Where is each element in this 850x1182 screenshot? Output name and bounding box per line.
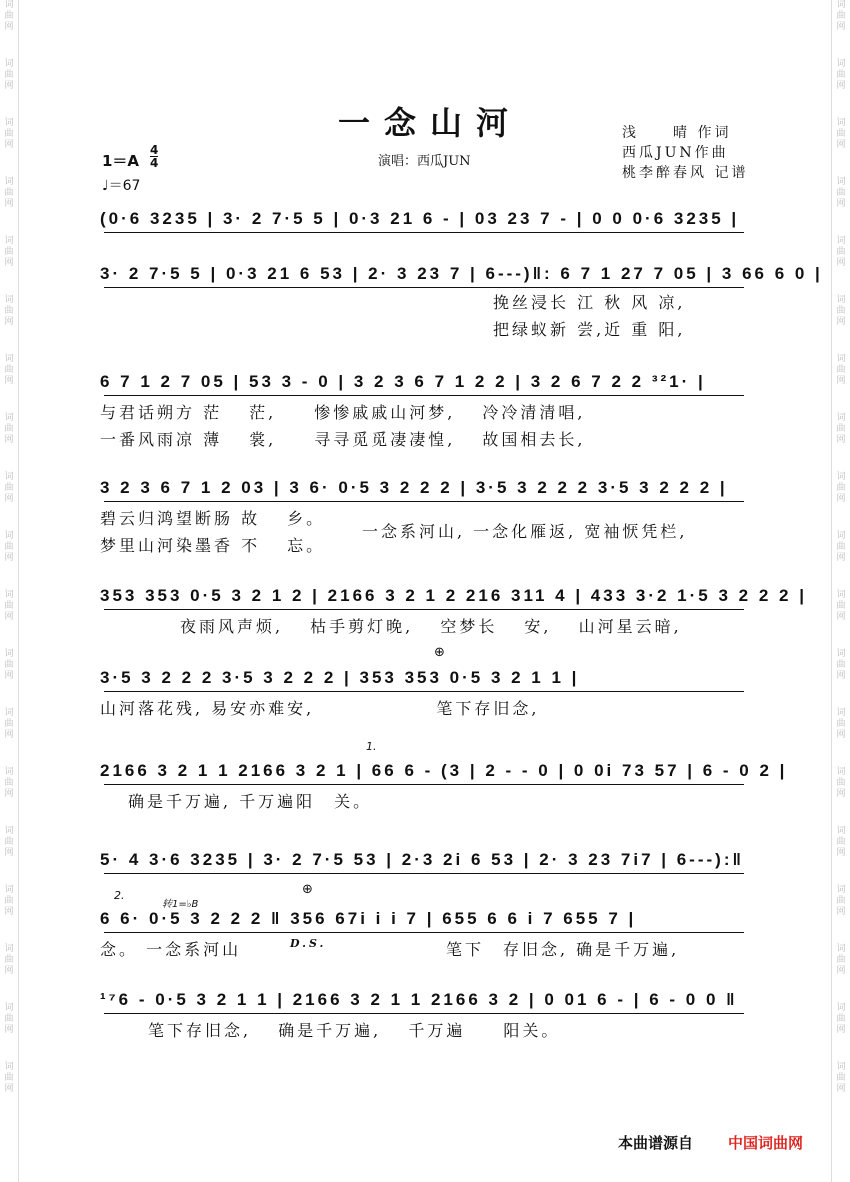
watermark-text: 词 曲 网 xyxy=(4,1062,14,1094)
watermark-text: 词 曲 网 xyxy=(4,885,14,917)
notation-row xyxy=(100,205,752,235)
watermark-text: 词 曲 网 xyxy=(4,649,14,681)
notation-row xyxy=(100,757,788,787)
watermark-text: 词 曲 网 xyxy=(4,413,14,445)
watermark-text: 词 曲 网 xyxy=(836,295,846,327)
beam-line xyxy=(104,932,744,933)
footer-site-link[interactable]: 中国词曲网 xyxy=(728,1134,804,1152)
watermark-text: 词 曲 网 xyxy=(836,590,846,622)
song-title: 一念山河 xyxy=(337,104,522,142)
volta-1-mark: 1. xyxy=(366,740,377,753)
watermark-text: 词 曲 网 xyxy=(836,767,846,799)
notation-text: 2166 3 2 1 1 2166 3 2 1 | 66 6 - (3 | 2 - - 0 | 0 0i 73 57 | 6 - 0 2 | xyxy=(100,761,788,780)
watermark-text: 词 曲 网 xyxy=(836,1003,846,1035)
lyric-line: 挽丝浸长 江 秋 风 凉, xyxy=(493,293,686,312)
volta-2-mark: 2. xyxy=(114,889,125,902)
composer-credit: 西瓜JUN作曲 xyxy=(622,145,729,161)
notation-text: 6 6· 0·5 3 2 2 2 ‖ 356 67i i i 7 | 655 6 6 i 7 655 7 | xyxy=(100,909,637,928)
watermark-text: 词 曲 网 xyxy=(4,354,14,386)
lyric-line: 一番风雨凉 薄 裳, 寻寻觅觅凄凄惶, 故国相去长, xyxy=(100,430,586,449)
watermark-left xyxy=(2,0,16,1182)
coda-mark-2: ⊕ xyxy=(302,882,313,897)
lyric-line: 一念系河山, 一念化雁返, 宽袖恹凭栏, xyxy=(362,522,688,541)
watermark-text: 词 曲 网 xyxy=(4,1003,14,1035)
modulation-mark: 转1=♭B xyxy=(162,899,199,910)
watermark-text: 词 曲 网 xyxy=(836,826,846,858)
watermark-text: 词 曲 网 xyxy=(836,944,846,976)
beam-line xyxy=(104,395,744,396)
watermark-text: 词 曲 网 xyxy=(4,177,14,209)
watermark-text: 词 曲 网 xyxy=(836,236,846,268)
watermark-text: 词 曲 网 xyxy=(4,590,14,622)
right-edge-rule xyxy=(831,0,832,1182)
singer-credit: 演唱：西瓜JUN xyxy=(378,154,471,169)
watermark-text: 词 曲 网 xyxy=(836,885,846,917)
notation-text: 6 7 1 2 7 05 | 53 3 - 0 | 3 2 3 6 7 1 2 2 | 3 2 6 7 2 2 ³²1· | xyxy=(100,372,706,391)
notation-text: ¹⁷6 - 0·5 3 2 1 1 | 2166 3 2 1 1 2166 3 2 | 0 01 6 - | 6 - 0 0 ‖ xyxy=(100,990,738,1009)
watermark-text: 词 曲 网 xyxy=(836,59,846,91)
notation-row xyxy=(100,260,823,290)
lyric-line: 笔下存旧念, 确是千万遍, 千万遍 阳关。 xyxy=(148,1021,561,1040)
watermark-right xyxy=(834,0,848,1182)
beam-line xyxy=(104,501,744,502)
beam-line xyxy=(104,609,744,610)
lyric-line: 念。 一念系河山 xyxy=(100,940,242,959)
watermark-text: 词 曲 网 xyxy=(4,472,14,504)
watermark-text: 词 曲 网 xyxy=(4,295,14,327)
transcriber-credit: 桃李醉春风 记谱 xyxy=(622,165,749,181)
beam-line xyxy=(104,784,744,785)
watermark-text: 词 曲 网 xyxy=(836,354,846,386)
beam-line xyxy=(104,691,744,692)
watermark-text: 词 曲 网 xyxy=(836,708,846,740)
lyric-line: 笔下 存旧念, 确是千万遍, xyxy=(446,940,680,959)
beam-line xyxy=(104,287,744,288)
watermark-text: 词 曲 网 xyxy=(836,1062,846,1094)
notation-text: (0·6 3235 | 3· 2 7·5 5 | 0·3 21 6 - | 03 23 7 - | 0 0 0·6 3235 | xyxy=(100,209,740,228)
watermark-text: 词 曲 网 xyxy=(4,59,14,91)
lyric-line: 夜雨风声烦, 枯手剪灯晚, 空梦长 安, 山河星云暗, xyxy=(180,617,682,636)
watermark-text: 词 曲 网 xyxy=(836,413,846,445)
watermark-text: 词 曲 网 xyxy=(836,0,846,32)
watermark-text: 词 曲 网 xyxy=(4,767,14,799)
watermark-text: 词 曲 网 xyxy=(4,826,14,858)
lyric-line: 把绿蚁新 尝,近 重 阳, xyxy=(493,320,686,339)
watermark-text: 词 曲 网 xyxy=(836,118,846,150)
lyricist-credit: 浅 晴 作词 xyxy=(622,125,732,141)
watermark-text: 词 曲 网 xyxy=(4,118,14,150)
notation-row xyxy=(100,582,807,612)
notation-text: 3·5 3 2 2 2 3·5 3 2 2 2 | 353 353 0·5 3 2 1 1 | xyxy=(100,668,580,687)
notation-text: 353 353 0·5 3 2 1 2 | 2166 3 2 1 2 216 311 4 | 433 3·2 1·5 3 2 2 2 | xyxy=(100,586,807,605)
watermark-text: 词 曲 网 xyxy=(836,177,846,209)
watermark-text: 词 曲 网 xyxy=(836,649,846,681)
notation-row xyxy=(100,474,752,504)
watermark-text: 词 曲 网 xyxy=(4,708,14,740)
lyric-line: 与君话朔方 茫 茫, 惨惨戚戚山河梦, 冷冷清清唱, xyxy=(100,403,586,422)
notation-text: 5· 4 3·6 3235 | 3· 2 7·5 53 | 2·3 2i 6 53 | 2· 3 23 7i7 | 6---):‖ xyxy=(100,850,744,869)
lyric-line: 碧云归鸿望断肠 故 乡。 xyxy=(100,509,326,528)
beam-line xyxy=(104,1013,744,1014)
watermark-text: 词 曲 网 xyxy=(4,236,14,268)
lyric-line: 确是千万遍, 千万遍阳 关。 xyxy=(128,792,373,811)
left-edge-rule xyxy=(18,0,19,1182)
notation-text: 3 2 3 6 7 1 2 03 | 3 6· 0·5 3 2 2 2 | 3·5 3 2 2 2 3·5 3 2 2 2 | xyxy=(100,478,728,497)
lyric-line: 梦里山河染墨香 不 忘。 xyxy=(100,536,326,555)
watermark-text: 词 曲 网 xyxy=(836,472,846,504)
watermark-text: 词 曲 网 xyxy=(4,0,14,32)
watermark-text: 词 曲 网 xyxy=(4,531,14,563)
coda-mark: ⊕ xyxy=(434,645,445,660)
time-signature: 4 4 xyxy=(150,143,159,170)
notation-row xyxy=(100,368,752,398)
lyric-line: 山河落花残, 易安亦难安, 笔下存旧念, xyxy=(100,699,540,718)
tempo-marking: ♩＝67 xyxy=(102,178,141,194)
lyric-line: D.S. xyxy=(290,937,327,950)
watermark-text: 词 曲 网 xyxy=(836,531,846,563)
notation-text: 3· 2 7·5 5 | 0·3 21 6 53 | 2· 3 23 7 | 6---)‖: 6 7 1 27 7 05 | 3 66 6 0 | xyxy=(100,264,823,283)
key-signature: 1＝A xyxy=(102,152,140,170)
watermark-text: 词 曲 网 xyxy=(4,944,14,976)
notation-row xyxy=(100,664,752,694)
beam-line xyxy=(104,232,744,233)
notation-row xyxy=(100,846,752,876)
notation-row xyxy=(100,986,752,1016)
footer-source-label: 本曲谱源自 xyxy=(618,1134,694,1152)
beam-line xyxy=(104,873,744,874)
